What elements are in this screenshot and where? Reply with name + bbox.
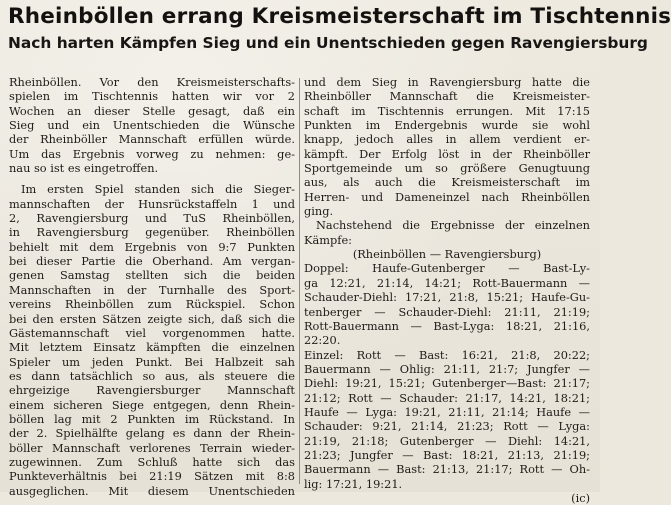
text-line: der Rheinböller Mannschaft erfüllen würde. bbox=[9, 132, 295, 147]
article-headline: Rheinböllen errang Kreismeisterschaft im Tischtennis bbox=[8, 4, 671, 29]
text-line: knapp, jedoch alles in allem verdient er- bbox=[304, 132, 590, 147]
text-line: böllen lag mit 2 Punkten im Rückstand. In bbox=[9, 411, 295, 426]
text-line: der 2. Spielhälfte gelang es dann der Rhein- bbox=[9, 426, 295, 441]
text-line: Diehl: 19:21, 15:21; Gutenberger—Bast: 21:17; bbox=[304, 376, 590, 391]
text-line: zugewinnen. Zum Schluß hatte sich das bbox=[9, 454, 295, 469]
text-line: kämpft. Der Erfolg löst in der Rheinböller bbox=[304, 146, 590, 161]
text-line: einem sicheren Siege entgegen, denn Rhein- bbox=[9, 397, 295, 412]
text-line: Schauder-Diehl: 17:21, 21:8, 15:21; Haufe-Gu- bbox=[304, 290, 590, 305]
text-line: Bauermann — Bast: 21:13, 21:17; Rott — Oh- bbox=[304, 462, 590, 477]
text-line: Mannschaften in der Turnhalle des Sport- bbox=[9, 282, 295, 297]
text-line: und dem Sieg in Ravengiersburg hatte die bbox=[304, 75, 590, 89]
text-line: vereins Rheinböllen zum Rückspiel. Schon bbox=[9, 297, 295, 312]
text-line: Gästemannschaft viel vorgenommen hatte. bbox=[9, 325, 295, 340]
text-line: Haufe — Lyga: 19:21, 21:11, 21:14; Haufe — bbox=[304, 404, 590, 419]
text-line: Bauermann — Ohlig: 21:11, 21:7; Jungfer — bbox=[304, 361, 590, 376]
text-line: ehrgeizige Ravengiersburger Mannschaft bbox=[9, 383, 295, 398]
text-line: Herren- und Dameneinzel nach Rheinböllen bbox=[304, 189, 590, 204]
text-line: genen Samstag stellten sich die beiden bbox=[9, 268, 295, 283]
text-line: aus, als auch die Kreismeisterschaft im bbox=[304, 175, 590, 190]
text-line: (ic) bbox=[571, 490, 590, 505]
text-line: bei den ersten Sätzen zeigte sich, daß sich die bbox=[9, 311, 295, 326]
text-line: böller Mannschaft verlorenes Terrain wieder- bbox=[9, 440, 295, 455]
text-line: in Ravengiersburg gegenüber. Rheinböllen bbox=[9, 225, 295, 240]
text-line: Doppel: Haufe-Gutenberger — Bast-Ly- bbox=[304, 261, 590, 276]
text-line: tenberger — Schauder-Diehl: 21:11, 21:19; bbox=[304, 304, 590, 319]
text-line: Rott-Bauermann — Bast-Lyga: 18:21, 21:16, bbox=[304, 318, 590, 333]
text-line: Sieg und ein Unentschieden die Wünsche bbox=[9, 118, 295, 133]
text-line: Wochen an dieser Stelle gesagt, daß ein bbox=[9, 103, 295, 118]
text-line: schaft im Tischtennis errungen. Mit 17:15 bbox=[304, 103, 590, 118]
text-line: Mit letztem Einsatz kämpften die einzelnen bbox=[9, 340, 295, 355]
text-line: 21:19, 21:18; Gutenberger — Diehl: 14:21, bbox=[304, 433, 590, 448]
column-divider bbox=[299, 78, 300, 484]
text-line: Punkteverhältnis bei 21:19 Sätzen mit 8:8 bbox=[9, 469, 295, 484]
text-line: Rheinböller Mannschaft die Kreismeister- bbox=[304, 89, 590, 104]
text-line: mannschaften der Hunsrückstaffeln 1 und bbox=[9, 196, 295, 211]
article-subheadline: Nach harten Kämpfen Sieg und ein Unentschieden gegen Ravengiersburg bbox=[8, 34, 648, 52]
text-line: Rheinböllen. Vor den Kreismeisterschafts- bbox=[9, 75, 295, 89]
text-line: Kämpfe: bbox=[304, 232, 352, 247]
text-line: es dann tatsächlich so aus, als steuere die bbox=[9, 368, 295, 383]
text-line: ausgeglichen. Mit diesem Unentschieden bbox=[9, 483, 295, 498]
text-line: Schauder: 9:21, 21:14, 21:23; Rott — Lyga: bbox=[304, 419, 590, 434]
text-line: nau so ist es eingetroffen. bbox=[9, 161, 159, 176]
article-column-left bbox=[9, 75, 295, 498]
text-line: Spieler um jeden Punkt. Bei Halbzeit sah bbox=[9, 354, 295, 369]
text-line: Einzel: Rott — Bast: 16:21, 21:8, 20:22; bbox=[304, 347, 590, 362]
text-line: (Rheinböllen — Ravengiersburg) bbox=[352, 247, 542, 262]
text-line: 22:20. bbox=[304, 333, 341, 348]
text-line: Um das Ergebnis vorweg zu nehmen: ge- bbox=[9, 146, 295, 161]
text-line: 21:23; Jungfer — Bast: 18:21, 21:13, 21:19; bbox=[304, 447, 590, 462]
text-line: 2, Ravengiersburg und TuS Rheinböllen, bbox=[9, 211, 295, 226]
text-line: Punkten im Endergebnis wurde sie wohl bbox=[304, 118, 590, 133]
text-line: Im ersten Spiel standen sich die Sieger- bbox=[21, 182, 295, 197]
text-line: ga 12:21, 21:14, 14:21; Rott-Bauermann — bbox=[304, 275, 590, 290]
text-line: bei dieser Partie die Oberhand. Am vergan- bbox=[9, 254, 295, 269]
text-line: spielen im Tischtennis hatten wir vor 2 bbox=[9, 89, 295, 104]
article-column-right bbox=[304, 75, 590, 505]
text-line: 21:12; Rott — Schauder: 21:17, 14:21, 18:21; bbox=[304, 390, 590, 405]
text-line: Nachstehend die Ergebnisse der einzelnen bbox=[316, 218, 590, 233]
text-line: lig: 17:21, 19:21. bbox=[304, 476, 403, 491]
text-line: Sportgemeinde um so größere Genugtuung bbox=[304, 161, 590, 176]
text-line: behielt mit dem Ergebnis von 9:7 Punkten bbox=[9, 239, 295, 254]
paragraph-gap bbox=[9, 175, 295, 182]
text-line: ging. bbox=[304, 204, 334, 219]
